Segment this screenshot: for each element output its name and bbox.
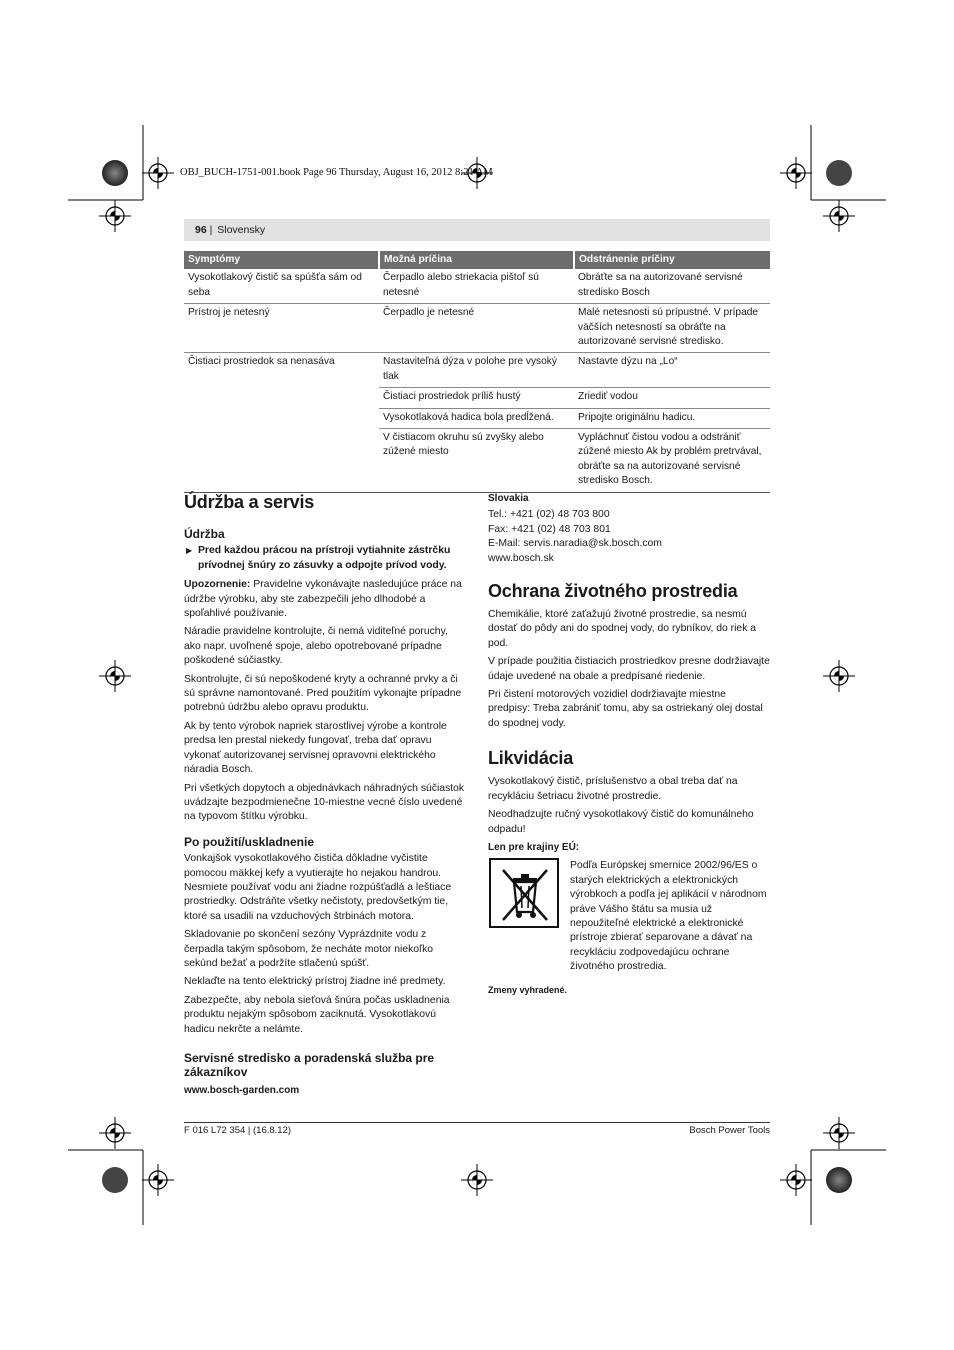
section-title-environment: Ochrana životného prostredia [488,581,738,602]
paragraph: Chemikálie, ktoré zaťažujú životné prostredie, sa nesmú dostať do pôdy ani do spodnej vody, do rybníkov, do riek a pod. [488,609,757,649]
note-text: Pravidelne vykonávajte nasledujúce práce na údržbe výrobku, aby ste zabezpečili jeho dlhodobé a spoľahlivé používanie. [184,579,462,620]
paragraph: Náradie pravidelne kontrolujte, či nemá viditeľné poruchy, ako napr. uvoľnené spoje, alebo opotrebované prípadne poškodené súčiastky. [184,626,448,667]
file-header: OBJ_BUCH-1751-001.book Page 96 Thursday, August 16, 2012 8:21 AM [180,167,493,178]
table-cell: Vysokotlaková hadica bola predĺžená. [379,408,574,428]
section-title-disposal: Likvidácia [488,748,574,769]
table-cell: Vysokotlakový čistič sa spúšťa sám od seba [184,269,379,303]
subheading-maintenance: Údržba [184,527,225,541]
changes-reserved: Zmeny vyhradené. [488,984,568,995]
eu-directive-text: Podľa Európskej smernice 2002/96/ES o starých elektrických a elektronických výrobkoch a podľa jej aplikácií v národnom práve Vášho štátu sa musia už nepoužiteľné elektrické a elektronické prístroje zbierať separovane a dávať na recykláciu zodpovedajúcu ochrane životného prostredia. [570,860,767,973]
paragraph: Zabezpečte, aby nebola sieťová šnúra počas uskladnenia produktu nejakým spôsobom zaciknutá. Vysokotlakovú hadicu nekrčte a nelámte. [184,994,450,1035]
table-cell: Nastavte dýzu na „Lo“ [574,353,770,388]
section-title-maintenance: Údržba a servis [184,492,315,512]
color-calibration-wheel-icon [826,160,852,186]
table-cell: V čistiacom okruhu sú zvyšky alebo zúžené miesto [379,429,574,493]
table-cell: Obráťte sa na autorizované servisné stredisko Bosch [574,269,770,303]
table-header: Možná príčina [379,251,574,269]
table-cell: Prístroj je netesný [184,304,379,353]
paragraph: V prípade použitia čistiacich prostriedkov presne dodržiavajte údaje uvedené na obale a predpísané riedenie. [488,656,770,682]
fax-number: Fax: +421 (02) 48 703 801 [488,523,611,535]
footer-divider [184,1122,770,1123]
paragraph: Skontrolujte, či sú nepoškodené kryty a ochranné prvky a či sú správne namontované. Pred použitím vykonajte prípadne potrebnú údržbu alebo opravu produktu. [184,673,462,714]
table-cell: Malé netesnosti sú prípustné. V prípade väčších netesností sa obráťte na autorizované servisné stredisko. [574,304,770,353]
page-header [184,219,770,241]
table-header: Symptómy [184,251,379,269]
table-cell: Zriediť vodou [574,388,770,408]
footer-left: F 016 L72 354 | (16.8.12) [184,1125,292,1136]
table-cell: Pripojte originálnu hadicu. [574,408,770,428]
paragraph: Neodhadzujte ručný vysokotlakový čistič do komunálneho odpadu! [488,809,754,835]
header-separator: | [206,224,216,236]
note-paragraph [184,578,465,621]
header-language: Slovensky [217,224,266,236]
table-header: Odstránenie príčiny [574,251,770,269]
paragraph: Skladovanie po skončení sezóny Vyprázdnite vodu z čerpadla takým spôsobom, že necháte motor niekoľko sekúnd bežať a podržíte stlačenú spúšť. [184,929,434,969]
service-url-link[interactable]: www.bosch-garden.com [184,1084,300,1096]
table-cell: Čerpadlo alebo striekacia pištoľ sú netesné [379,269,574,303]
paragraph: Vysokotlakový čistič, príslušenstvo a obal treba dať na recykláciu šetriacu životné prostredie. [488,776,738,802]
paragraph: Pri všetkých dopytoch a objednávkach náhradných súčiastok uvádzajte bezpodmienečne 10-miestne vecné číslo uvedené na typovom štítku výrobku. [184,782,465,823]
color-calibration-wheel-icon [826,1167,852,1193]
left-column [184,491,465,1102]
phone-number: Tel.: +421 (02) 48 703 800 [488,509,610,521]
table-cell: Čerpadlo je netesné [379,304,574,353]
country-label: Slovakia [488,493,529,504]
page-number: 96 [195,224,207,236]
paragraph: Vonkajšok vysokotlakového čističa dôkladne vyčistite pomocou mäkkej kefy a vyutierajte ho nejakou handrou. Nesmiete používať vodu ani žiadne rozpúšťadlá a leštiace prostriedky. Odstráňte všetky nečistoty, predovšetkým tie, ktoré sa usadili na vzduchových štrbinách motora. [184,853,452,922]
table-cell: Čistiaci prostriedok príliš hustý [379,388,574,408]
crossed-out-wheeled-bin-icon [489,858,559,928]
email-link[interactable]: E-Mail: servis.naradia@sk.bosch.com [488,538,662,550]
paragraph: Pri čistení motorových vozidiel dodržiavajte miestne predpisy: Treba zabrániť tomu, aby sa ostriekaný olej dostal do spodnej vody. [488,689,763,729]
subheading-service: Servisné stredisko a poradenská služba pre zákazníkov [184,1051,435,1080]
warning-bullet: ▶ Pred každou prácou na prístroji vytiahnite zástrčku prívodnej šnúry zo zásuvky a odpojte prívod vody. [184,544,465,573]
eu-label: Len pre krajiny EÚ: [488,841,580,853]
subheading-storage: Po použití/uskladnenie [184,834,315,849]
color-calibration-wheel-icon [102,1167,128,1193]
table-cell: Vypláchnuť čistou vodou a odstrániť zúžené miesto Ak by problém pretrvával, obráťte sa na autorizované servisné stredisko Bosch. [574,429,770,493]
paragraph: Neklaďte na tento elektrický prístroj žiadne iné predmety. [184,976,446,988]
table-cell: Nastaviteľná dýza v polohe pre vysoký tlak [379,353,574,388]
table-cell: Čistiaci prostriedok sa nenasáva [184,353,379,492]
note-label: Upozornenie: [184,579,251,591]
table-row [184,269,770,303]
website-link[interactable]: www.bosch.sk [488,552,554,564]
table-row [184,304,770,353]
footer-right: Bosch Power Tools [689,1125,770,1136]
paragraph: Ak by tento výrobok napriek starostlivej výrobe a kontrole predsa len prestal niekedy fungovať, treba dať opravu vykonať autorizovanej servisnej opravovni elektrického náradia Bosch. [184,720,447,776]
troubleshooting-table [184,251,770,493]
color-calibration-wheel-icon [102,160,128,186]
table-row [184,353,770,388]
